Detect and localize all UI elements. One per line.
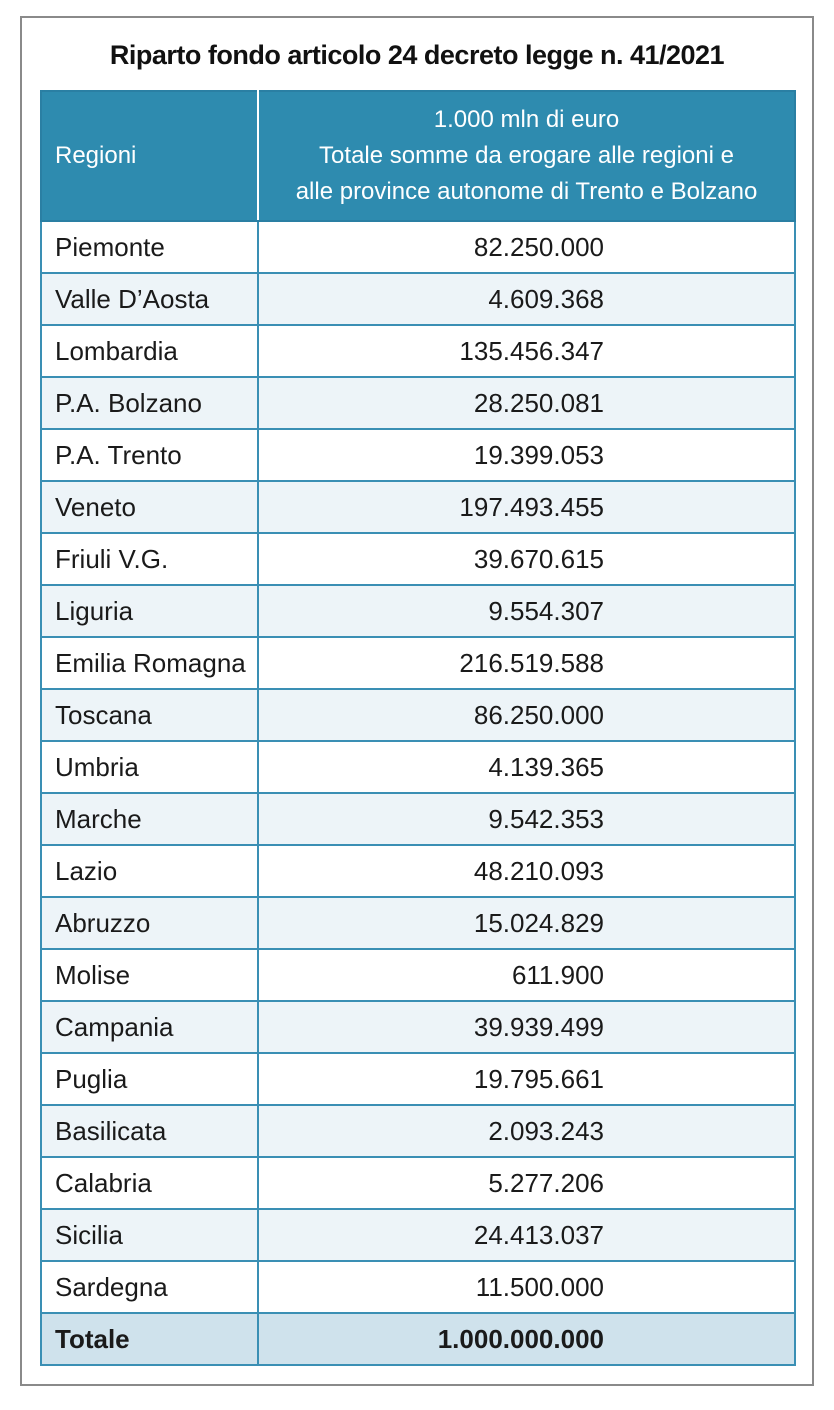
total-label: Totale (41, 1313, 258, 1365)
amount-cell: 19.795.661 (258, 1053, 795, 1105)
region-cell: Toscana (41, 689, 258, 741)
amount-cell: 39.939.499 (258, 1001, 795, 1053)
column-header-line: 1.000 mln di euro (433, 106, 620, 133)
column-header-line: alle province autonome di Trento e Bolzano (295, 178, 758, 205)
table-row (41, 793, 795, 845)
table-row (41, 637, 795, 689)
region-cell: Calabria (41, 1157, 258, 1209)
amount-cell: 28.250.081 (258, 377, 795, 429)
table-row (41, 1105, 795, 1157)
amount-cell: 19.399.053 (258, 429, 795, 481)
column-header-somme (258, 91, 795, 221)
page-title: Riparto fondo articolo 24 decreto legge n. 41/2021 (109, 40, 725, 70)
amount-cell: 48.210.093 (258, 845, 795, 897)
amount-cell: 216.519.588 (258, 637, 795, 689)
region-cell: Lazio (41, 845, 258, 897)
region-cell: Marche (41, 793, 258, 845)
region-cell: P.A. Trento (41, 429, 258, 481)
region-cell: Abruzzo (41, 897, 258, 949)
region-cell: P.A. Bolzano (41, 377, 258, 429)
riparto-table (40, 90, 796, 1366)
table-row (41, 481, 795, 533)
total-row (41, 1313, 795, 1365)
table-row (41, 689, 795, 741)
amount-cell: 4.609.368 (258, 273, 795, 325)
table-row (41, 949, 795, 1001)
region-cell: Basilicata (41, 1105, 258, 1157)
table-row (41, 845, 795, 897)
table-row (41, 377, 795, 429)
amount-cell: 197.493.455 (258, 481, 795, 533)
table-row (41, 1001, 795, 1053)
table-row (41, 533, 795, 585)
amount-cell: 11.500.000 (258, 1261, 795, 1313)
region-cell: Emilia Romagna (41, 637, 258, 689)
region-cell: Sardegna (41, 1261, 258, 1313)
amount-cell: 9.554.307 (258, 585, 795, 637)
table-row (41, 273, 795, 325)
table-row (41, 1053, 795, 1105)
column-header-regioni: Regioni (41, 91, 258, 221)
table-row (41, 585, 795, 637)
table-row (41, 1209, 795, 1261)
amount-cell: 4.139.365 (258, 741, 795, 793)
amount-cell: 24.413.037 (258, 1209, 795, 1261)
region-cell: Umbria (41, 741, 258, 793)
column-header-line: Totale somme da erogare alle regioni e (319, 142, 734, 169)
amount-cell: 9.542.353 (258, 793, 795, 845)
region-cell: Campania (41, 1001, 258, 1053)
table-header-row (41, 91, 795, 221)
region-cell: Liguria (41, 585, 258, 637)
table-row (41, 429, 795, 481)
table-row (41, 1157, 795, 1209)
amount-cell: 135.456.347 (258, 325, 795, 377)
total-amount: 1.000.000.000 (258, 1313, 795, 1365)
table-row (41, 325, 795, 377)
region-cell: Valle D’Aosta (41, 273, 258, 325)
amount-cell: 15.024.829 (258, 897, 795, 949)
table-row (41, 1261, 795, 1313)
amount-cell: 611.900 (258, 949, 795, 1001)
region-cell: Friuli V.G. (41, 533, 258, 585)
amount-cell: 82.250.000 (258, 221, 795, 273)
amount-cell: 86.250.000 (258, 689, 795, 741)
amount-cell: 2.093.243 (258, 1105, 795, 1157)
region-cell: Molise (41, 949, 258, 1001)
region-cell: Piemonte (41, 221, 258, 273)
region-cell: Veneto (41, 481, 258, 533)
table-row (41, 221, 795, 273)
region-cell: Sicilia (41, 1209, 258, 1261)
region-cell: Lombardia (41, 325, 258, 377)
table-row (41, 741, 795, 793)
amount-cell: 39.670.615 (258, 533, 795, 585)
table-row (41, 897, 795, 949)
region-cell: Puglia (41, 1053, 258, 1105)
amount-cell: 5.277.206 (258, 1157, 795, 1209)
